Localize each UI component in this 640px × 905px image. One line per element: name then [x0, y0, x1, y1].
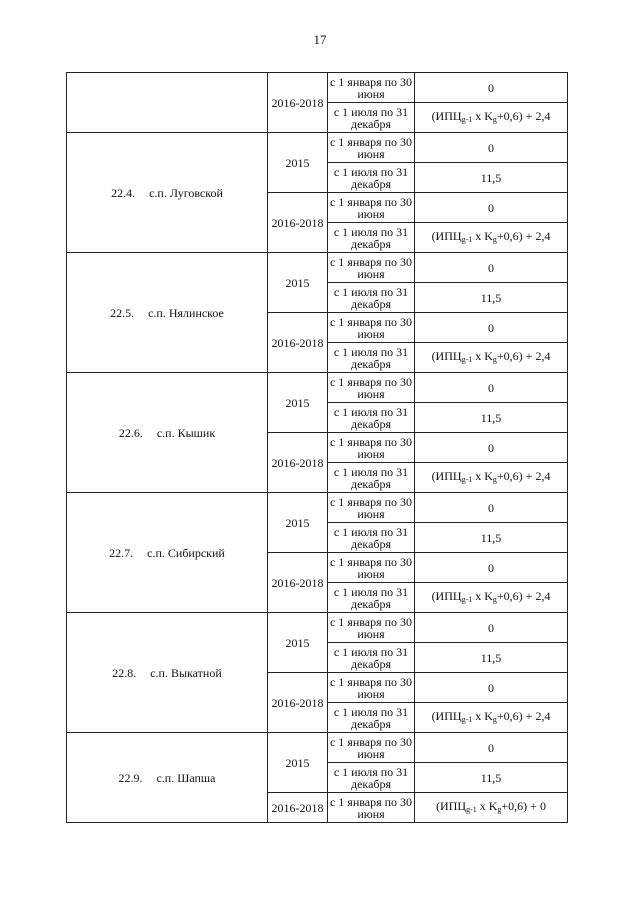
settlement-cell	[67, 133, 268, 253]
period-cell: с 1 июля по 31 декабря	[328, 523, 415, 553]
settlement-cell	[67, 373, 268, 493]
period-cell: с 1 января по 30 июня	[328, 313, 415, 343]
formula-cell: ($ИПЦ_{g-1}$ x $K_g+0,6) + 0$	[415, 793, 568, 823]
year-cell: 2016-2018	[268, 313, 328, 373]
table-row	[67, 253, 568, 283]
settlement-cell	[67, 253, 268, 373]
value-cell: 0	[415, 613, 568, 643]
period-cell: с 1 июля по 31 декабря	[328, 103, 415, 133]
settlement-number: 22.7.	[109, 545, 134, 560]
settlement-number: 22.9.	[118, 770, 143, 785]
value-cell: 0	[415, 133, 568, 163]
period-cell: с 1 января по 30 июня	[328, 373, 415, 403]
page-number: 17	[313, 32, 327, 47]
value-cell: 0	[415, 493, 568, 523]
table-row	[67, 133, 568, 163]
period-cell: с 1 января по 30 июня	[328, 493, 415, 523]
value-cell: 0	[415, 733, 568, 763]
period-cell: с 1 января по 30 июня	[328, 253, 415, 283]
value-cell: 0	[415, 553, 568, 583]
settlement-number: 22.4.	[111, 185, 136, 200]
settlement-name: с.п. Нялинское	[148, 305, 224, 320]
table-row	[67, 613, 568, 643]
period-cell: с 1 января по 30 июня	[328, 73, 415, 103]
year-cell: 2016-2018	[268, 793, 328, 823]
value-cell: 11,5	[415, 763, 568, 793]
period-cell: с 1 июля по 31 декабря	[328, 703, 415, 733]
tariff-table	[66, 72, 568, 823]
year-cell: 2016-2018	[268, 73, 328, 133]
settlement-name: с.п. Сибирский	[147, 545, 225, 560]
year-cell: 2016-2018	[268, 673, 328, 733]
table-row	[67, 733, 568, 763]
formula-cell: ($ИПЦ_{g-1}$ x $K_g+0,6) + 2,4$	[415, 343, 568, 373]
period-cell: с 1 января по 30 июня	[328, 193, 415, 223]
year-cell: 2016-2018	[268, 553, 328, 613]
settlement-number: 22.6.	[118, 425, 143, 440]
value-cell: 11,5	[415, 403, 568, 433]
value-cell: 0	[415, 73, 568, 103]
settlement-name: с.п. Выкатной	[150, 665, 222, 680]
period-cell: с 1 июля по 31 декабря	[328, 283, 415, 313]
value-cell: 0	[415, 193, 568, 223]
table-row	[67, 493, 568, 523]
period-cell: с 1 июля по 31 декабря	[328, 343, 415, 373]
formula-cell: ($ИПЦ_{g-1}$ x $K_g+0,6) + 2,4$	[415, 703, 568, 733]
value-cell: 11,5	[415, 283, 568, 313]
settlement-number: 22.8.	[112, 665, 137, 680]
value-cell: 11,5	[415, 643, 568, 673]
value-cell: 0	[415, 313, 568, 343]
period-cell: с 1 июля по 31 декабря	[328, 583, 415, 613]
period-cell: с 1 июля по 31 декабря	[328, 763, 415, 793]
period-cell: с 1 июля по 31 декабря	[328, 163, 415, 193]
formula-cell: ($ИПЦ_{g-1}$ x $K_g+0,6) + 2,4$	[415, 463, 568, 493]
table-row	[67, 73, 568, 103]
value-cell: 11,5	[415, 523, 568, 553]
formula-cell: ($ИПЦ_{g-1}$ x $K_g+0,6) + 2,4$	[415, 223, 568, 253]
value-cell: 0	[415, 673, 568, 703]
settlement-cell	[67, 733, 268, 823]
period-cell: с 1 января по 30 июня	[328, 553, 415, 583]
year-cell: 2015	[268, 133, 328, 193]
period-cell: с 1 июля по 31 декабря	[328, 463, 415, 493]
formula-cell: ($ИПЦ_{g-1}$ x $K_g+0,6) + 2,4$	[415, 103, 568, 133]
settlement-name: с.п. Луговской	[149, 185, 223, 200]
table-row	[67, 373, 568, 403]
period-cell: с 1 января по 30 июня	[328, 433, 415, 463]
settlement-cell-empty	[67, 73, 268, 133]
period-cell: с 1 января по 30 июня	[328, 673, 415, 703]
period-cell: с 1 января по 30 июня	[328, 613, 415, 643]
period-cell: с 1 июля по 31 декабря	[328, 643, 415, 673]
year-cell: 2015	[268, 613, 328, 673]
value-cell: 11,5	[415, 163, 568, 193]
value-cell: 0	[415, 433, 568, 463]
year-cell: 2016-2018	[268, 193, 328, 253]
settlement-name: с.п. Кышик	[156, 425, 216, 440]
period-cell: с 1 января по 30 июня	[328, 793, 415, 823]
settlement-name: с.п. Шапша	[156, 770, 216, 785]
period-cell: с 1 января по 30 июня	[328, 133, 415, 163]
year-cell: 2015	[268, 493, 328, 553]
period-cell: с 1 июля по 31 декабря	[328, 223, 415, 253]
year-cell: 2015	[268, 733, 328, 793]
formula-cell: ($ИПЦ_{g-1}$ x $K_g+0,6) + 2,4$	[415, 583, 568, 613]
value-cell: 0	[415, 253, 568, 283]
value-cell: 0	[415, 373, 568, 403]
period-cell: с 1 января по 30 июня	[328, 733, 415, 763]
year-cell: 2015	[268, 373, 328, 433]
settlement-cell	[67, 613, 268, 733]
period-cell: с 1 июля по 31 декабря	[328, 403, 415, 433]
year-cell: 2015	[268, 253, 328, 313]
settlement-number: 22.5.	[110, 305, 135, 320]
settlement-cell	[67, 493, 268, 613]
year-cell: 2016-2018	[268, 433, 328, 493]
